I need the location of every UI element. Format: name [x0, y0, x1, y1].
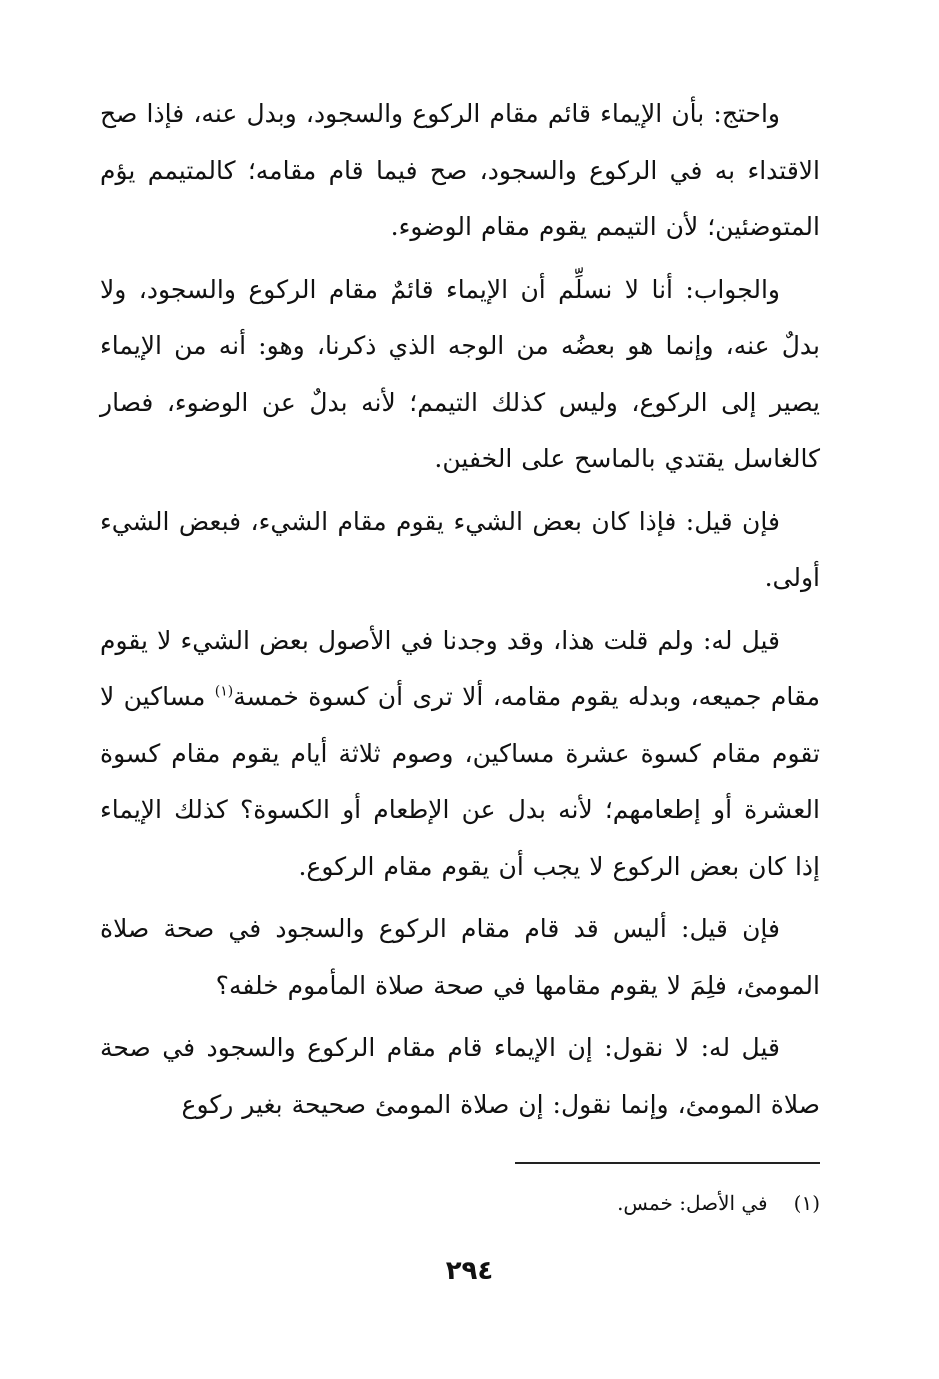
paragraph-5: فإن قيل: أليس قد قام مقام الركوع والسجود في صحة صلاة المومئ، فلِمَ لا يقوم مقامها في صحة صلاة المأموم خلفه؟: [100, 914, 820, 1000]
paragraph-4: [100, 613, 820, 896]
paragraph-3: فإن قيل: فإذا كان بعض الشيء يقوم مقام الشيء، فبعض الشيء أولى.: [100, 506, 820, 592]
paragraph-1: واحتج: بأن الإيماء قائم مقام الركوع والسجود، وبدل عنه، فإذا صح الاقتداء به في الركوع والسجود، صح فيما قام مقامه؛ كالمتيمم يؤم المتوضئين؛ لأن التيمم يقوم مقام الوضوء.: [100, 99, 820, 241]
main-text: [100, 86, 820, 1139]
footnote-text: في الأصل: خمس.: [617, 1191, 768, 1215]
paragraph-6: قيل له: لا نقول: إن الإيماء قام مقام الركوع والسجود في صحة صلاة المومئ، وإنما نقول: إن صلاة المومئ صحيحة بغير ركوع: [100, 1033, 820, 1119]
footnote-divider: [515, 1162, 820, 1164]
footnote-marker: (١): [214, 683, 234, 700]
paragraph-4-part-2: مساكين لا تقوم مقام كسوة عشرة مساكين، وصوم ثلاثة أيام يقوم مقام كسوة العشرة أو إطعامهم؛ لأنه بدل عن الإطعام أو الكسوة؟ كذلك الإيماء إذا كان بعض الركوع لا يجب أن يقوم مقام الركوع.: [100, 682, 820, 881]
page-number: ٢٩٤: [445, 1256, 494, 1286]
footnote-number: (١): [793, 1191, 820, 1215]
paragraph-4-part-1: قيل له: ولم قلت هذا، وقد وجدنا في الأصول بعض الشيء لا يقوم مقام جميعه، وبدله يقوم مقامه، ألا ترى أن كسوة خمسة: [100, 625, 820, 711]
footnote: [100, 1186, 820, 1220]
paragraph-2: والجواب: أنا لا نسلِّم أن الإيماء قائمٌ مقام الركوع والسجود، ولا بدلٌ عنه، وإنما هو بعضُه من الوجه الذي ذكرنا، وهو: أنه من الإيماء يصير إلى الركوع، وليس كذلك التيمم؛ لأنه بدلٌ عن الوضوء، فصار كالغاسل يقتدي بالماسح على الخفين.: [100, 274, 820, 473]
